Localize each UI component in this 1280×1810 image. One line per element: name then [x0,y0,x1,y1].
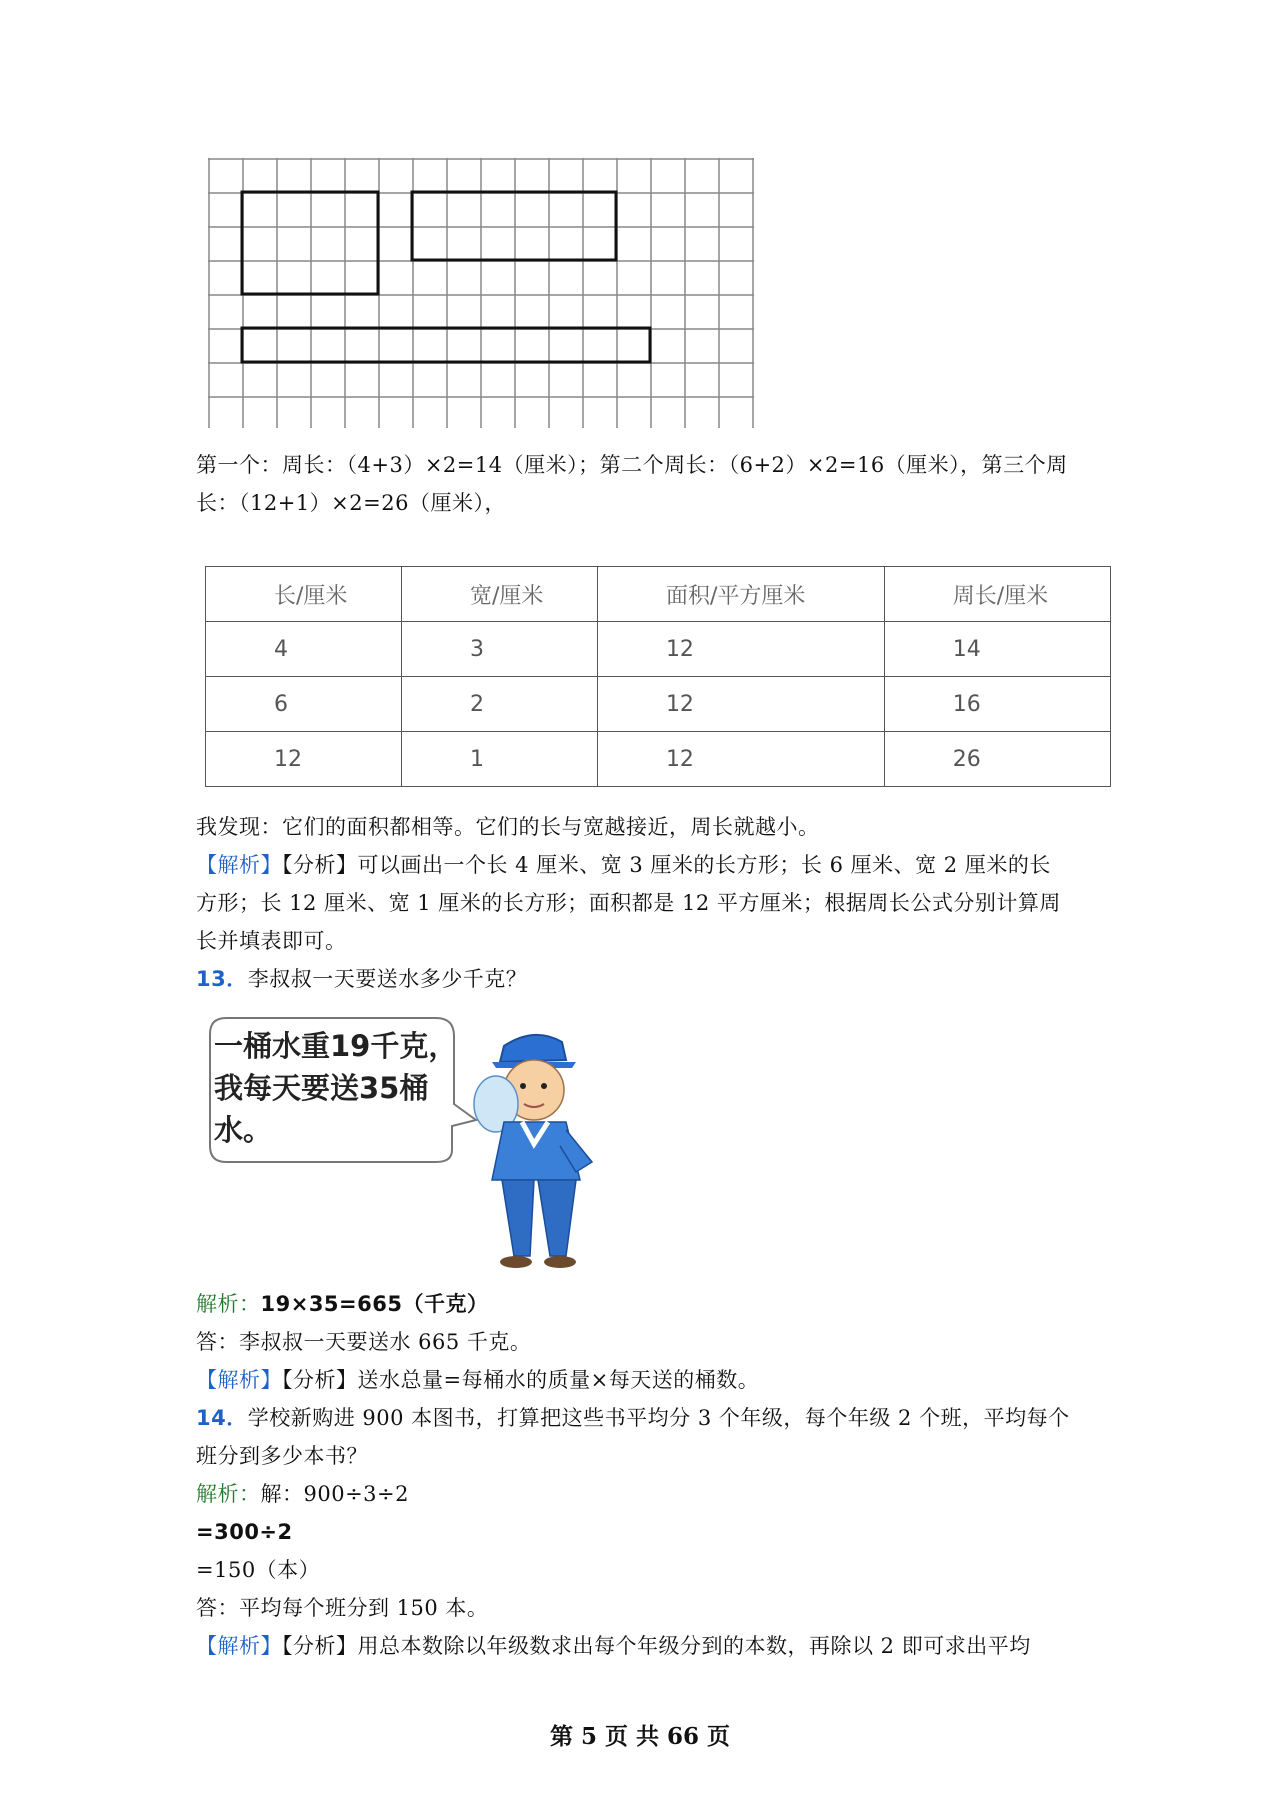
q14-solution-step-3: =150（本） [196,1558,321,1582]
analysis-text: 用总本数除以年级数求出每个年级分到的本数，再除以 2 即可求出平均 [357,1634,1031,1658]
fenxi-tag: 【分析】 [282,1368,358,1392]
jiexi-label: 解析： [196,1482,261,1506]
table-cell: 26 [884,732,1110,787]
question-text: 学校新购进 900 本图书，打算把这些书平均分 3 个年级，每个年级 2 个班，平均每个 [247,1406,1070,1430]
table-header-row [206,567,1111,622]
jiexi-label: 解析： [196,1292,261,1316]
q14-question-line-2: 班分到多少本书？ [196,1444,368,1468]
table-row [206,732,1111,787]
table-cell: 1 [401,732,597,787]
question-number: 13． [196,967,248,991]
q13-question [196,960,1096,998]
q12-analysis-line-2: 方形；长 12 厘米、宽 1 厘米的长方形；面积都是 12 平方厘米；根据周长公式分别计算周 [196,891,1061,915]
question-text: 李叔叔一天要送水多少千克？ [247,967,528,991]
table-row [206,677,1111,732]
q14-analysis [196,1627,1096,1665]
solution-step: 解：900÷3÷2 [260,1482,409,1506]
q14-question-line-1 [196,1399,1096,1437]
jiexi-tag: 【解析】 [196,1368,282,1392]
q14-solution-step-1 [196,1475,1096,1513]
worker-with-speech-bubble [204,1012,624,1274]
q14-solution-step-2: =300÷2 [196,1520,293,1544]
q12-analysis-line-3: 长并填表即可。 [196,929,347,953]
table-cell: 2 [401,677,597,732]
jiexi-tag: 【解析】 [196,853,282,877]
rectangles-on-grid [208,158,754,428]
jiexi-tag: 【解析】 [196,1634,282,1658]
water-delivery-illustration [204,1012,624,1274]
header-width: 宽/厘米 [401,567,597,622]
calculation: 19×35=665（千克） [260,1292,489,1316]
table-row [206,622,1111,677]
finding-text: 我发现：它们的面积都相等。它们的长与宽越接近，周长就越小。 [196,815,820,839]
header-perimeter: 周长/厘米 [884,567,1110,622]
q13-analysis [196,1361,1096,1399]
table-cell: 3 [401,622,597,677]
perimeter-line-1: 第一个：周长：（4+3）×2=14（厘米）；第二个周长：（6+2）×2=16（厘米），第三个周 [196,453,1068,477]
analysis-text: 可以画出一个长 4 厘米、宽 3 厘米的长方形；长 6 厘米、宽 2 厘米的长 [357,853,1051,877]
table-cell: 14 [884,622,1110,677]
header-area: 面积/平方厘米 [597,567,884,622]
q14-answer: 答：平均每个班分到 150 本。 [196,1596,489,1620]
dimensions-table [205,566,1111,787]
analysis-text: 送水总量=每桶水的质量×每天送的桶数。 [357,1368,760,1392]
table-cell: 12 [597,622,884,677]
fenxi-tag: 【分析】 [282,853,358,877]
fenxi-tag: 【分析】 [282,1634,358,1658]
table-cell: 4 [206,622,402,677]
rectangle-6x2 [412,192,616,260]
table-cell: 12 [206,732,402,787]
question-number: 14． [196,1406,248,1430]
table-cell: 6 [206,677,402,732]
page-footer: 第 5 页 共 66 页 [549,1723,731,1750]
q13-answer: 答：李叔叔一天要送水 665 千克。 [196,1330,532,1354]
q13-solution [196,1285,1096,1323]
grid-figure [208,158,754,428]
table-cell: 12 [597,732,884,787]
bubble-line-3: 水。 [214,1113,273,1147]
table-cell: 16 [884,677,1110,732]
table-cell: 12 [597,677,884,732]
rectangle-4x3 [242,192,378,294]
header-length: 长/厘米 [206,567,402,622]
bubble-line-1: 一桶水重19千克， [214,1029,458,1063]
delivery-worker [474,1035,592,1268]
bubble-line-2: 我每天要送35桶 [214,1071,429,1105]
rectangle-12x1 [242,328,650,362]
q12-analysis-line-1 [196,846,1096,884]
perimeter-line-2: 长：（12+1）×2=26（厘米）， [196,491,506,515]
